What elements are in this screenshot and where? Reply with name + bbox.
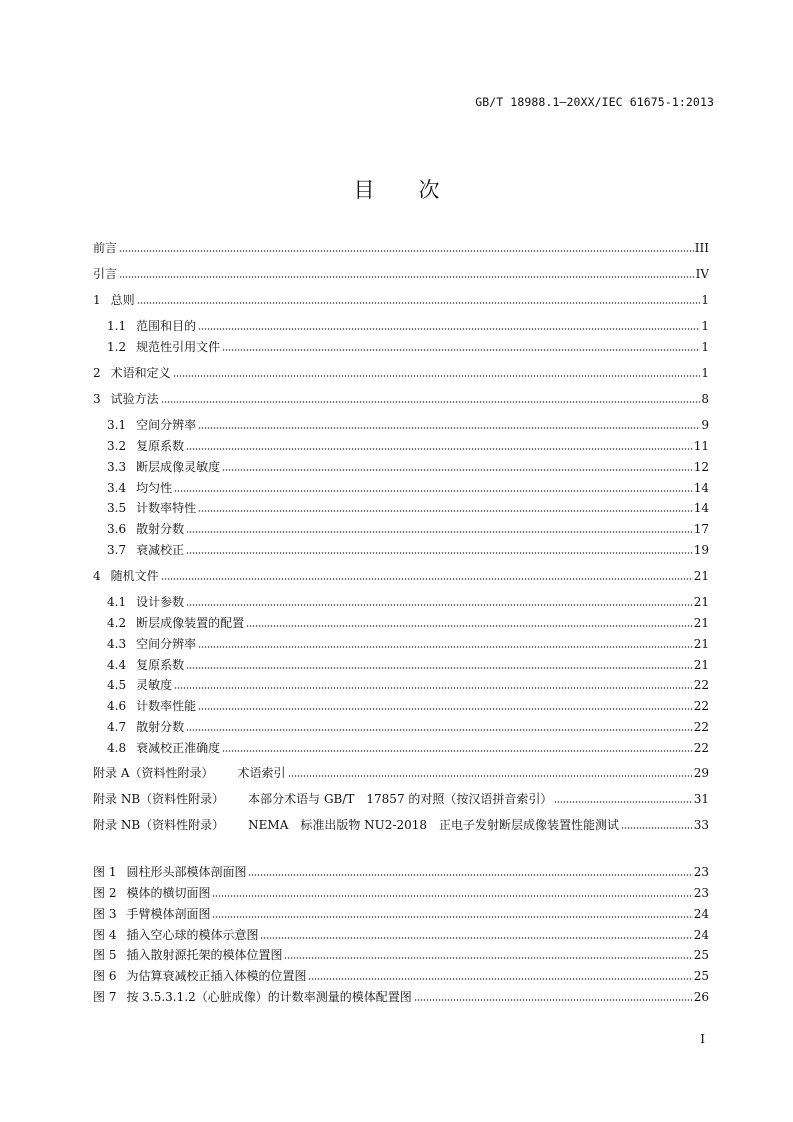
- toc-entry-label: 计数率特性: [136, 501, 197, 515]
- toc-entry[interactable]: [93, 240, 709, 256]
- toc-entry[interactable]: [107, 339, 709, 355]
- toc-entry-label: 前言: [93, 241, 118, 255]
- toc-entry-label: 本部分术语与 GB/T 17857 的对照（按汉语拼音索引）: [248, 792, 553, 806]
- toc-entry[interactable]: [107, 417, 709, 433]
- figure-number: 图 4: [93, 928, 117, 942]
- toc-entry-page: 21: [693, 569, 709, 583]
- toc-entry-label: 断层成像灵敏度: [136, 460, 221, 474]
- toc-entry[interactable]: [107, 677, 709, 693]
- dot-leader: [137, 302, 701, 304]
- toc-entry-number: 4.3: [107, 637, 127, 651]
- page-title: 目次: [353, 178, 484, 202]
- toc-entry-page: 9: [701, 418, 709, 432]
- toc-entry-label: 灵敏度: [136, 678, 173, 692]
- toc-entry[interactable]: [93, 568, 709, 584]
- dot-leader: [198, 427, 700, 429]
- toc-entry-page: 11: [693, 439, 709, 453]
- figure-title: 圆柱形头部模体剖面图: [126, 865, 247, 879]
- figure-list-entry[interactable]: [93, 864, 709, 880]
- toc-entry-page: 21: [693, 616, 709, 630]
- toc-entry[interactable]: [107, 480, 709, 496]
- toc-entry-page: 22: [693, 678, 709, 692]
- page-number: I: [700, 1032, 705, 1046]
- toc-entry[interactable]: [107, 698, 709, 714]
- dot-leader: [222, 349, 700, 351]
- dot-leader: [554, 801, 692, 803]
- toc-entry-page: 1: [701, 340, 709, 354]
- figure-title: 插入散射源托架的模体位置图: [126, 948, 283, 962]
- dot-leader: [246, 625, 693, 627]
- toc-entry-number: 3.7: [107, 543, 127, 557]
- toc-entry-number: 3.2: [107, 439, 127, 453]
- dot-leader: [186, 448, 693, 450]
- toc-entry-page: IV: [695, 267, 709, 281]
- toc-entry[interactable]: [107, 318, 709, 334]
- toc-entry-label: 术语索引: [237, 766, 286, 780]
- toc-entry-page: 22: [693, 741, 709, 755]
- figure-list-entry[interactable]: [93, 989, 709, 1005]
- dot-leader: [248, 874, 692, 876]
- toc-entry-page: 22: [693, 720, 709, 734]
- toc-entry-page: 21: [693, 595, 709, 609]
- dot-leader: [621, 827, 693, 829]
- figure-page: 24: [693, 928, 709, 942]
- toc-entry-label: 散射分数: [136, 720, 185, 734]
- dot-leader: [161, 578, 693, 580]
- toc-entry-label: 空间分辨率: [136, 637, 197, 651]
- toc-entry-number: 4.2: [107, 616, 127, 630]
- dot-leader: [260, 937, 692, 939]
- toc-entry-label: NEMA 标准出版物 NU2-2018 正电子发射断层成像装置性能测试: [248, 818, 620, 832]
- toc-entry[interactable]: [107, 740, 709, 756]
- toc-entry-page: 21: [693, 637, 709, 651]
- standard-header: GB/T 18988.1—20XX/IEC 61675-1:2013: [475, 95, 714, 109]
- dot-leader: [161, 401, 701, 403]
- toc-entry-label: 空间分辨率: [136, 418, 197, 432]
- toc-entry[interactable]: [93, 266, 709, 282]
- dot-leader: [212, 916, 692, 918]
- toc-entry-number: 附录 NB（资料性附录）: [93, 818, 225, 832]
- toc-entry-label: 引言: [93, 267, 118, 281]
- toc-entry-label: 设计参数: [136, 595, 185, 609]
- dot-leader: [186, 729, 693, 731]
- toc-entry-number: 3.5: [107, 501, 127, 515]
- figure-page: 23: [693, 865, 709, 879]
- toc-entry-label: 复原系数: [136, 439, 185, 453]
- toc-entry-page: 22: [693, 699, 709, 713]
- toc-entry[interactable]: [107, 615, 709, 631]
- toc-entry-page: 12: [693, 460, 709, 474]
- figure-list-entry[interactable]: [93, 885, 709, 901]
- toc-entry-label: 计数率性能: [136, 699, 197, 713]
- toc-entry[interactable]: [107, 594, 709, 610]
- toc-entry-number: 1.2: [107, 340, 127, 354]
- dot-leader: [198, 510, 693, 512]
- dot-leader: [308, 978, 692, 980]
- toc-entry-number: 4.7: [107, 720, 127, 734]
- toc-entry-page: 33: [693, 818, 709, 832]
- figure-list-entry[interactable]: [93, 927, 709, 943]
- toc-entry-number: 3: [93, 392, 101, 406]
- toc-entry-label: 均匀性: [136, 481, 173, 495]
- dot-leader: [222, 469, 693, 471]
- figure-list-entry[interactable]: [93, 968, 709, 984]
- toc-entry-page: 14: [693, 481, 709, 495]
- dot-leader: [198, 646, 693, 648]
- toc-entry-page: 17: [693, 522, 709, 536]
- toc-entry-label: 衰减校正: [136, 543, 185, 557]
- toc-entry-number: 4.8: [107, 741, 127, 755]
- toc-entry[interactable]: [107, 459, 709, 475]
- figure-title: 插入空心球的模体示意图: [126, 928, 259, 942]
- toc-entry-label: 规范性引用文件: [136, 340, 221, 354]
- figure-list-entry[interactable]: [93, 906, 709, 922]
- toc-entry[interactable]: [107, 657, 709, 673]
- figure-page: 24: [693, 907, 709, 921]
- toc-entry-number: 4.6: [107, 699, 127, 713]
- toc-entry-number: 1.1: [107, 319, 127, 333]
- toc-entry[interactable]: [93, 791, 709, 807]
- toc-entry-number: 1: [93, 293, 101, 307]
- toc-entry-number: 4.4: [107, 658, 127, 672]
- dot-leader: [174, 687, 693, 689]
- toc-entry-page: 1: [701, 366, 709, 380]
- dot-leader: [119, 276, 695, 278]
- figure-page: 25: [693, 948, 709, 962]
- dot-leader: [288, 775, 693, 777]
- toc-entry[interactable]: [93, 292, 709, 308]
- figure-list-entry[interactable]: [93, 947, 709, 963]
- dot-leader: [198, 328, 700, 330]
- toc-entry-number: 4: [93, 569, 101, 583]
- toc-entry-label: 散射分数: [136, 522, 185, 536]
- dot-leader: [198, 708, 693, 710]
- toc-entry-number: 2: [93, 366, 101, 380]
- figure-number: 图 6: [93, 969, 117, 983]
- toc-entry-number: 3.6: [107, 522, 127, 536]
- figure-number: 图 2: [93, 886, 117, 900]
- figure-number: 图 5: [93, 948, 117, 962]
- toc-entry-number: 4.5: [107, 678, 127, 692]
- toc-entry[interactable]: [93, 391, 709, 407]
- dot-leader: [186, 552, 693, 554]
- toc-entry-page: 1: [701, 319, 709, 333]
- toc-entry[interactable]: [93, 817, 709, 833]
- toc-entry-number: 附录 NB（资料性附录）: [93, 792, 225, 806]
- toc-entry-page: 19: [693, 543, 709, 557]
- toc-entry[interactable]: [107, 500, 709, 516]
- figure-title: 模体的横切面图: [126, 886, 211, 900]
- toc-entry[interactable]: [107, 521, 709, 537]
- dot-leader: [284, 957, 692, 959]
- figure-number: 图 7: [93, 990, 117, 1004]
- figure-title: 手臂模体剖面图: [126, 907, 211, 921]
- dot-leader: [119, 250, 694, 252]
- toc-entry-page: 14: [693, 501, 709, 515]
- toc-entry-page: 21: [693, 658, 709, 672]
- toc-entry-label: 衰减校正准确度: [136, 741, 221, 755]
- dot-leader: [186, 667, 693, 669]
- figure-number: 图 3: [93, 907, 117, 921]
- dot-leader: [186, 604, 693, 606]
- dot-leader: [173, 375, 701, 377]
- figure-number: 图 1: [93, 865, 117, 879]
- toc-entry[interactable]: [93, 365, 709, 381]
- dot-leader: [186, 531, 693, 533]
- toc-entry-label: 断层成像装置的配置: [136, 616, 245, 630]
- figure-page: 26: [693, 990, 709, 1004]
- toc-entry[interactable]: [107, 438, 709, 454]
- toc-entry-number: 4.1: [107, 595, 127, 609]
- toc-entry-number: 3.1: [107, 418, 127, 432]
- figure-page: 23: [693, 886, 709, 900]
- dot-leader: [222, 750, 693, 752]
- toc-entry-page: 1: [701, 293, 709, 307]
- toc-entry-label: 复原系数: [136, 658, 185, 672]
- toc-entry[interactable]: [93, 765, 709, 781]
- toc-entry[interactable]: [107, 542, 709, 558]
- dot-leader: [174, 490, 693, 492]
- toc-entry-number: 附录 A（资料性附录）: [93, 766, 214, 780]
- toc-entry[interactable]: [107, 636, 709, 652]
- toc-entry-page: 29: [693, 766, 709, 780]
- toc-entry[interactable]: [107, 719, 709, 735]
- toc-entry-number: 3.3: [107, 460, 127, 474]
- toc-entry-label: 总则: [110, 293, 135, 307]
- toc-entry-label: 随机文件: [110, 569, 159, 583]
- figure-title: 为估算衰减校正插入体模的位置图: [126, 969, 307, 983]
- toc-entry-page: 31: [693, 792, 709, 806]
- toc-entry-page: III: [694, 241, 709, 255]
- toc-entry-page: 8: [701, 392, 709, 406]
- toc-entry-label: 范围和目的: [136, 319, 197, 333]
- toc-entry-label: 试验方法: [110, 392, 159, 406]
- toc-entry-number: 3.4: [107, 481, 127, 495]
- figure-title: 按 3.5.3.1.2（心脏成像）的计数率测量的模体配置图: [126, 990, 412, 1004]
- toc-entry-label: 术语和定义: [110, 366, 171, 380]
- figure-page: 25: [693, 969, 709, 983]
- dot-leader: [212, 895, 692, 897]
- dot-leader: [414, 999, 693, 1001]
